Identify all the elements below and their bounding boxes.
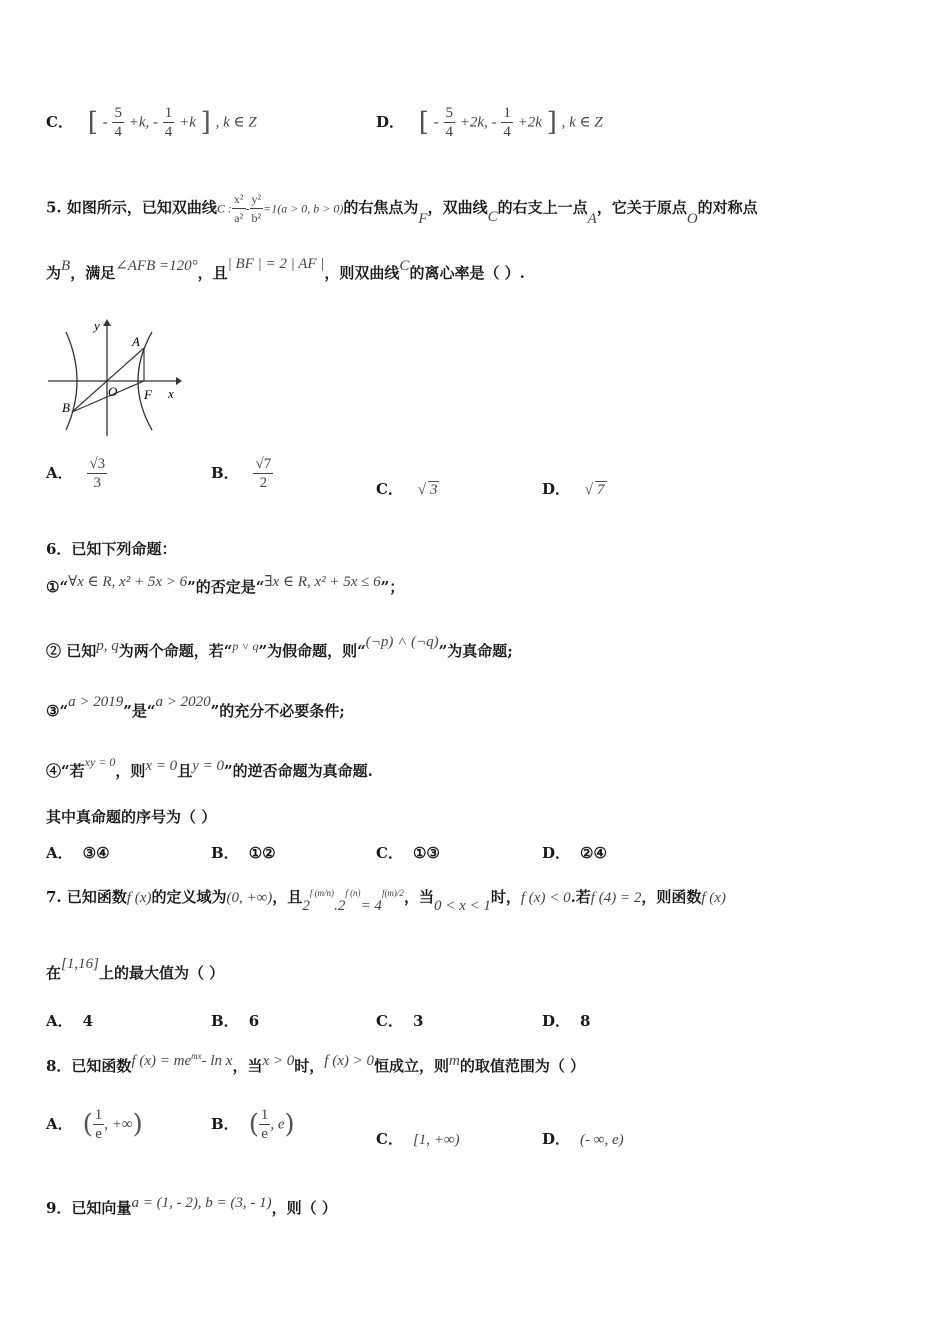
- q5-option-b: B． $\frac{√7}{2}$: [211, 456, 272, 491]
- hyperbola-figure: [44, 318, 184, 440]
- fig-label-b: B: [62, 400, 70, 415]
- q6-title: 6．已知下列命题：: [46, 540, 177, 558]
- q6-statement-4: ④“若$^{xy = 0}$，则x = 0且y = 0”的逆否命题为真命题.: [46, 755, 373, 780]
- q7-option-b: B． 6: [211, 1012, 260, 1030]
- q6-option-a: A． ③④: [46, 844, 110, 862]
- q7-stem-line1: 7. 已知函数f (x)的定义域为(0, +∞)，且$2^{f (m/n)}.2^{f (n)}= 4^{f(m)/2}$，当0 < x < 1时，f (x) < 0.若f (4) = 2，则函数f (x): [46, 888, 726, 914]
- option-label: C．: [46, 112, 73, 131]
- fraction: $\frac{5}{4}$: [445, 105, 454, 140]
- fig-label-f: F: [144, 387, 152, 402]
- option-label: D．: [376, 112, 405, 131]
- fraction: $\frac{√3}{3}$: [89, 456, 106, 491]
- q9-stem: 9．已知向量a = (1, - 2), b = (3, - 1)，则（ ）: [46, 1195, 337, 1217]
- q4-option-d: D． [ - $\frac{5}{4}$ +2k, - $\frac{1}{4}$ +2k ] , k ∈ Z: [376, 105, 603, 140]
- q8-option-a: A． ( $\frac{1}{e}$ , +∞): [46, 1107, 143, 1142]
- q5-option-c: C． √ 3: [376, 480, 438, 498]
- q6-statement-1: ①“∀x ∈ R, x² + 5x > 6”的否定是“∃x ∈ R, x² + 5x ≤ 6”；: [46, 574, 405, 596]
- q7-option-c: C． 3: [376, 1012, 424, 1030]
- fraction: $\frac{1}{e}$: [94, 1107, 103, 1142]
- q6-question: 其中真命题的序号为（ ）: [46, 808, 217, 826]
- q5-stem-line2: 为B，满足∠AFB =120°，且| BF | = 2 | AF |，则双曲线C的离心率是（ ）.: [46, 256, 525, 282]
- fig-label-o: O: [108, 384, 118, 399]
- fraction: $\frac{√7}{2}$: [255, 456, 272, 491]
- q5-option-d: D． √ 7: [542, 480, 605, 498]
- q6-option-b: B． ①②: [211, 844, 276, 862]
- fraction: $\frac{1}{4}$: [503, 105, 511, 140]
- y-axis-arrow: [103, 319, 111, 326]
- q4-option-c: C． [ - $\frac{5}{4}$ +k, - $\frac{1}{4}$ +k ] , k ∈ Z: [46, 105, 257, 140]
- q6-option-c: C． ①③: [376, 844, 440, 862]
- q7-stem-line2: 在[1,16]上的最大值为（ ）: [46, 956, 225, 982]
- fraction: $\frac{\text{x²}}{\text{a²}}$: [233, 192, 244, 225]
- q7-option-d: D． 8: [542, 1012, 591, 1030]
- q8-option-d: D． (- ∞, e): [542, 1130, 624, 1148]
- q5-stem-line1: 5. 如图所示，已知双曲线C : $\frac{\text{x²}}{\text{a²}}$ - $\frac{\text{y²}}{\text{b²}}$ =1(a > 0, b > 0)的右焦点为F，双曲线C的右支上一点A，它关于原点O的对称点: [46, 192, 758, 227]
- fraction: $\frac{1}{4}$: [164, 105, 173, 140]
- q7-option-a: A． 4: [46, 1012, 94, 1030]
- fraction: $\frac{\text{y²}}{\text{b²}}$: [251, 192, 262, 225]
- q8-option-c: C． [1, +∞): [376, 1130, 460, 1148]
- q6-statement-3: ③“a > 2019”是“a > 2020”的充分不必要条件;: [46, 694, 345, 720]
- q6-option-d: D． ②④: [542, 844, 607, 862]
- fig-label-x: x: [168, 386, 174, 401]
- q8-option-b: B． ( $\frac{1}{e}$ , e): [211, 1107, 295, 1142]
- fig-label-y: y: [94, 318, 100, 333]
- x-axis-arrow: [176, 377, 182, 385]
- fig-label-a: A: [132, 334, 140, 349]
- q5-option-a: A． $\frac{√3}{3}$: [46, 456, 106, 491]
- fraction: $\frac{1}{e}$: [260, 1107, 269, 1142]
- q6-statement-2: ② 已知p, q为两个命题，若“$^{p ˅ q}$”为假命题，则“(¬p) ˄ (¬q)”为真命题;: [46, 634, 513, 660]
- fraction: $\frac{5}{4}$: [114, 105, 122, 140]
- segment-ab: [72, 348, 144, 412]
- q8-stem: 8．已知函数f $(x) = me^{mx}-$ ln x，当x > 0时，f (x) > 0恒成立，则m的取值范围为（ ）: [46, 1051, 586, 1075]
